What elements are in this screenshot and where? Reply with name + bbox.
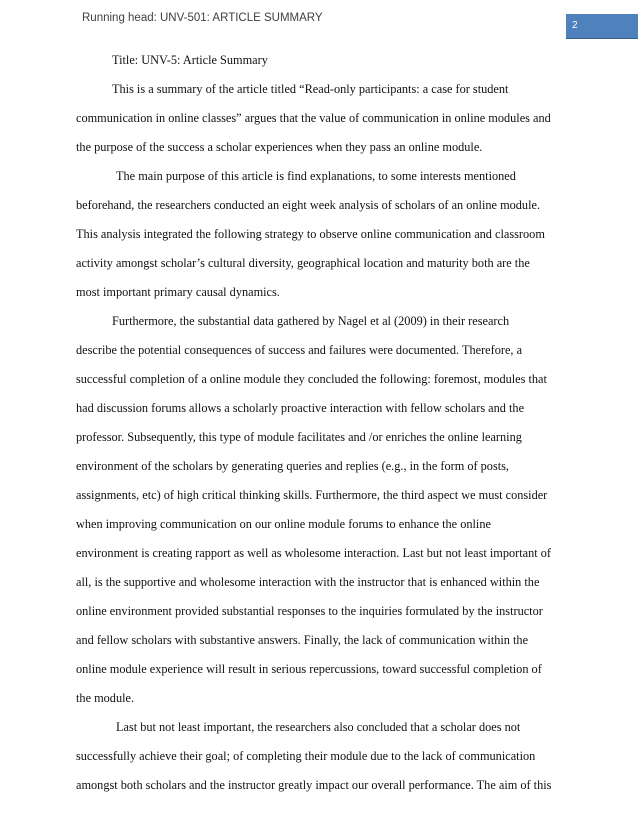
paragraph-line: amongst both scholars and the instructor greatly impact our overall performance. The aim of this (76, 778, 552, 792)
paragraph-line: activity amongst scholar’s cultural diversity, geographical location and maturity both are the (76, 256, 530, 270)
paragraph-line: the module. (76, 691, 135, 705)
page-number: 2 (572, 20, 578, 31)
paragraph-line: online module experience will result in serious repercussions, toward successful completion of (76, 662, 542, 676)
document-title: Title: UNV-5: Article Summary (112, 53, 268, 67)
page-number-badge (566, 14, 638, 39)
running-head: Running head: UNV-501: ARTICLE SUMMARY (82, 12, 323, 24)
paragraph-line: successful completion of a online module they concluded the following: foremost, modules that (76, 372, 547, 386)
paragraph-line: assignments, etc) of high critical thinking skills. Furthermore, the third aspect we must consider (76, 488, 548, 502)
paragraph-line: Furthermore, the substantial data gathered by Nagel et al (2009) in their research (112, 314, 510, 328)
paragraph-line: all, is the supportive and wholesome interaction with the instructor that is enhanced within the (76, 575, 540, 589)
paragraph-line: when improving communication on our online module forums to enhance the online (76, 517, 491, 531)
paragraph-line: beforehand, the researchers conducted an eight week analysis of scholars of an online module. (76, 198, 541, 212)
paragraph-line: The main purpose of this article is find explanations, to some interests mentioned (116, 169, 516, 183)
paragraph-line: most important primary causal dynamics. (76, 285, 280, 299)
paragraph-line: environment is creating rapport as well as wholesome interaction. Last but not least important of (76, 546, 552, 560)
paragraph-line: This analysis integrated the following strategy to observe online communication and classroom (76, 227, 545, 241)
document-body (76, 50, 568, 804)
paragraph-line: successfully achieve their goal; of completing their module due to the lack of communication (76, 749, 536, 763)
paragraph-line: Last but not least important, the researchers also concluded that a scholar does not (116, 720, 521, 734)
paragraph-line: environment of the scholars by generating queries and replies (e.g., in the form of posts, (76, 459, 510, 473)
paragraph-line: had discussion forums allows a scholarly proactive interaction with fellow scholars and the (76, 401, 525, 415)
paragraph-line: the purpose of the success a scholar experiences when they pass an online module. (76, 140, 483, 154)
paragraph-line: online environment provided substantial responses to the inquiries formulated by the instructor (76, 604, 543, 618)
paragraph-line: This is a summary of the article titled “Read-only participants: a case for student (112, 82, 509, 96)
paragraph-line: describe the potential consequences of success and failures were documented. Therefore, a (76, 343, 523, 357)
paragraph-line: communication in online classes” argues that the value of communication in online modules and (76, 111, 551, 125)
paragraph-line: and fellow scholars with substantive answers. Finally, the lack of communication within the (76, 633, 529, 647)
paragraph-line: professor. Subsequently, this type of module facilitates and /or enriches the online learning (76, 430, 522, 444)
